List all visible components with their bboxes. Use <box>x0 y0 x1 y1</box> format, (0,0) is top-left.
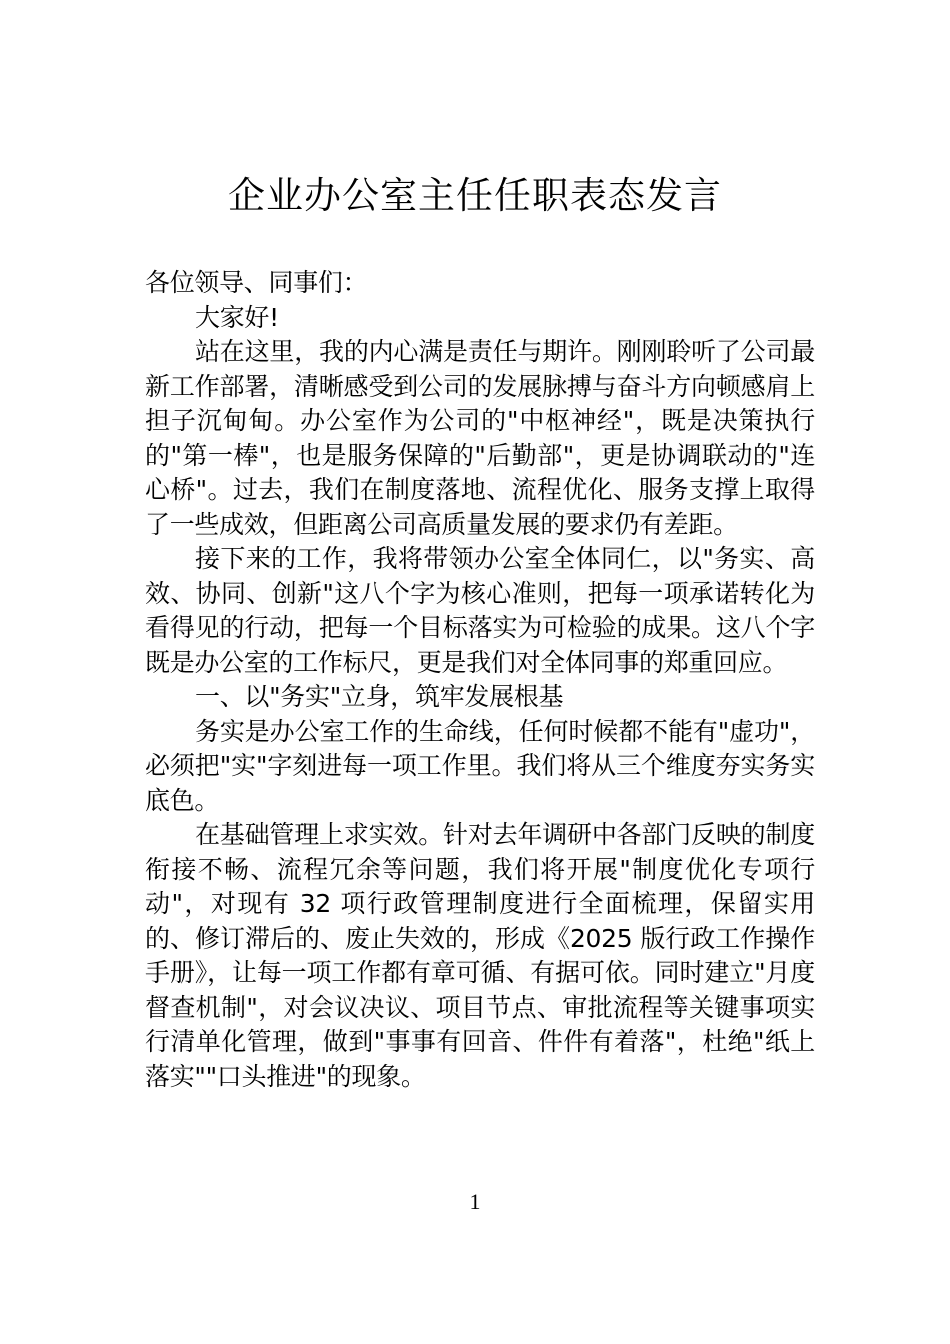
document-title: 企业办公室主任任职表态发言 <box>228 174 722 217</box>
paragraph-plan: 接下来的工作，我将带领办公室全体同仁，以"务实、高效、协同、创新"这八个字为核心准则，把每一项承诺转化为看得见的行动，把每一个目标落实为可检验的成果。这八个字既是办公室的工作标尺，更是我们对全体同事的郑重回应。 <box>145 544 815 677</box>
page-number: 1 <box>469 1189 481 1214</box>
paragraph-intro: 站在这里，我的内心满是责任与期许。刚刚聆听了公司最新工作部署，清晰感受到公司的发展脉搏与奋斗方向顿感肩上担子沉甸甸。办公室作为公司的"中枢神经"，既是决策执行的"第一棒"，也是服务保障的"后勤部"，更是协调联动的"连心桥"。过去，我们在制度落地、流程优化、服务支撑上取得了一些成效，但距离公司高质量发展的要求仍有差距。 <box>145 337 815 539</box>
greeting: 大家好! <box>195 302 279 332</box>
section-paragraph-1: 务实是办公室工作的生命线，任何时候都不能有"虚功"，必须把"实"字刻进每一项工作里。我们将从三个维度夯实务实底色。 <box>145 716 815 815</box>
section-heading: 一、以"务实"立身，筑牢发展根基 <box>195 682 564 711</box>
salutation: 各位领导、同事们： <box>145 268 368 297</box>
document-body <box>145 266 815 1094</box>
section-paragraph-2: 在基础管理上求实效。针对去年调研中各部门反映的制度衔接不畅、流程冗余等问题，我们将开展"制度优化专项行动"，对现有 32 项行政管理制度进行全面梳理，保留实用的、修订滞后的、废止失效的，形成《2025 版行政工作操作手册》，让每一项工作都有章可循、有据可依。同时建立"月度督查机制"，对会议决议、项目节点、审批流程等关键事项实行清单化管理，做到"事事有回音、件件有着落"，杜绝"纸上落实""口头推进"的现象。 <box>145 820 815 1091</box>
